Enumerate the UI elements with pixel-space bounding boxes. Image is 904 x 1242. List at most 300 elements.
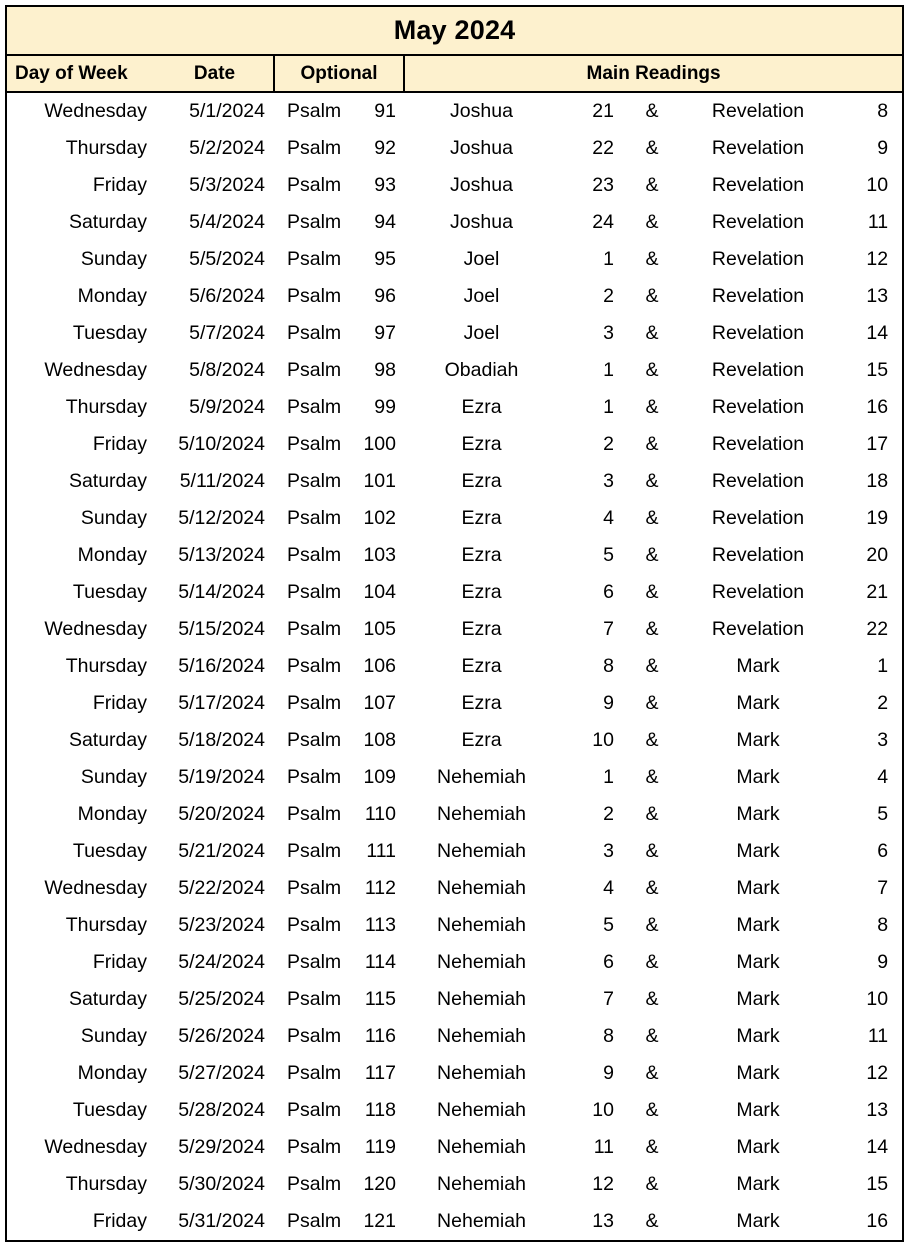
row-main-book-1: Joshua — [404, 204, 559, 241]
row-separator: & — [625, 389, 679, 426]
row-main-book-2: Revelation — [679, 426, 837, 463]
row-main-chapter-1: 9 — [559, 1055, 625, 1092]
row-date: 5/31/2024 — [156, 1203, 274, 1241]
row-main-book-1: Joshua — [404, 130, 559, 167]
row-optional-book: Psalm — [274, 574, 346, 611]
row-optional-book: Psalm — [274, 92, 346, 130]
reading-plan-container — [5, 5, 889, 1242]
row-optional-book: Psalm — [274, 537, 346, 574]
row-date: 5/11/2024 — [156, 463, 274, 500]
row-optional-book: Psalm — [274, 1203, 346, 1241]
row-main-chapter-2: 2 — [837, 685, 903, 722]
row-day-of-week: Monday — [6, 537, 156, 574]
row-main-book-1: Ezra — [404, 500, 559, 537]
row-separator: & — [625, 241, 679, 278]
row-separator: & — [625, 685, 679, 722]
row-main-book-2: Revelation — [679, 574, 837, 611]
table-row — [6, 981, 903, 1018]
row-day-of-week: Tuesday — [6, 833, 156, 870]
row-optional-book: Psalm — [274, 1055, 346, 1092]
row-day-of-week: Sunday — [6, 759, 156, 796]
row-day-of-week: Saturday — [6, 204, 156, 241]
row-optional-chapter: 101 — [346, 463, 404, 500]
row-optional-chapter: 97 — [346, 315, 404, 352]
row-main-book-2: Revelation — [679, 278, 837, 315]
row-main-book-2: Revelation — [679, 463, 837, 500]
table-row — [6, 352, 903, 389]
row-separator: & — [625, 722, 679, 759]
row-main-book-2: Revelation — [679, 500, 837, 537]
row-date: 5/29/2024 — [156, 1129, 274, 1166]
row-optional-book: Psalm — [274, 389, 346, 426]
row-main-chapter-1: 1 — [559, 241, 625, 278]
table-row — [6, 1129, 903, 1166]
row-main-book-1: Nehemiah — [404, 870, 559, 907]
page-title: May 2024 — [6, 6, 903, 55]
row-separator: & — [625, 92, 679, 130]
row-optional-chapter: 121 — [346, 1203, 404, 1241]
row-main-book-2: Mark — [679, 870, 837, 907]
row-optional-chapter: 116 — [346, 1018, 404, 1055]
row-main-chapter-1: 2 — [559, 278, 625, 315]
row-main-book-2: Mark — [679, 1203, 837, 1241]
row-optional-book: Psalm — [274, 1129, 346, 1166]
row-separator: & — [625, 648, 679, 685]
row-main-chapter-2: 9 — [837, 944, 903, 981]
row-main-book-2: Revelation — [679, 167, 837, 204]
row-main-book-1: Ezra — [404, 648, 559, 685]
table-row — [6, 1018, 903, 1055]
row-optional-chapter: 99 — [346, 389, 404, 426]
table-row — [6, 574, 903, 611]
row-main-chapter-2: 14 — [837, 315, 903, 352]
row-optional-chapter: 91 — [346, 92, 404, 130]
row-optional-book: Psalm — [274, 1018, 346, 1055]
table-row — [6, 241, 903, 278]
row-optional-book: Psalm — [274, 204, 346, 241]
row-separator: & — [625, 167, 679, 204]
row-main-chapter-2: 22 — [837, 611, 903, 648]
row-main-book-2: Mark — [679, 796, 837, 833]
row-optional-chapter: 106 — [346, 648, 404, 685]
row-day-of-week: Monday — [6, 796, 156, 833]
table-row — [6, 685, 903, 722]
row-optional-book: Psalm — [274, 278, 346, 315]
row-main-book-2: Revelation — [679, 389, 837, 426]
row-main-book-2: Revelation — [679, 130, 837, 167]
row-main-chapter-1: 13 — [559, 1203, 625, 1241]
row-day-of-week: Wednesday — [6, 611, 156, 648]
row-main-book-2: Mark — [679, 833, 837, 870]
row-day-of-week: Friday — [6, 426, 156, 463]
row-optional-book: Psalm — [274, 981, 346, 1018]
row-main-chapter-1: 7 — [559, 981, 625, 1018]
row-separator: & — [625, 1166, 679, 1203]
row-main-book-1: Ezra — [404, 722, 559, 759]
row-main-book-2: Mark — [679, 759, 837, 796]
row-optional-chapter: 119 — [346, 1129, 404, 1166]
table-row — [6, 796, 903, 833]
row-date: 5/14/2024 — [156, 574, 274, 611]
row-date: 5/20/2024 — [156, 796, 274, 833]
row-optional-book: Psalm — [274, 944, 346, 981]
row-main-chapter-1: 6 — [559, 574, 625, 611]
row-date: 5/19/2024 — [156, 759, 274, 796]
reading-plan-body — [6, 6, 903, 1241]
row-main-chapter-2: 16 — [837, 389, 903, 426]
row-optional-book: Psalm — [274, 1166, 346, 1203]
row-main-chapter-2: 13 — [837, 278, 903, 315]
row-optional-chapter: 102 — [346, 500, 404, 537]
row-date: 5/24/2024 — [156, 944, 274, 981]
row-main-book-1: Ezra — [404, 574, 559, 611]
row-separator: & — [625, 1092, 679, 1129]
row-main-chapter-1: 1 — [559, 759, 625, 796]
row-day-of-week: Tuesday — [6, 574, 156, 611]
row-date: 5/30/2024 — [156, 1166, 274, 1203]
row-date: 5/22/2024 — [156, 870, 274, 907]
row-main-chapter-1: 11 — [559, 1129, 625, 1166]
row-optional-book: Psalm — [274, 611, 346, 648]
table-row — [6, 130, 903, 167]
row-main-chapter-2: 19 — [837, 500, 903, 537]
row-main-chapter-1: 3 — [559, 315, 625, 352]
row-main-book-1: Joel — [404, 241, 559, 278]
row-main-book-2: Mark — [679, 722, 837, 759]
row-main-chapter-1: 10 — [559, 722, 625, 759]
row-main-chapter-2: 12 — [837, 1055, 903, 1092]
row-main-chapter-1: 7 — [559, 611, 625, 648]
row-main-chapter-1: 9 — [559, 685, 625, 722]
row-separator: & — [625, 537, 679, 574]
row-date: 5/27/2024 — [156, 1055, 274, 1092]
table-row — [6, 426, 903, 463]
row-optional-book: Psalm — [274, 352, 346, 389]
row-main-chapter-2: 12 — [837, 241, 903, 278]
row-date: 5/26/2024 — [156, 1018, 274, 1055]
row-separator: & — [625, 981, 679, 1018]
column-header-day-of-week: Day of Week — [6, 55, 156, 92]
row-main-book-1: Nehemiah — [404, 1092, 559, 1129]
row-separator: & — [625, 352, 679, 389]
row-optional-chapter: 111 — [346, 833, 404, 870]
row-main-book-1: Ezra — [404, 389, 559, 426]
row-separator: & — [625, 278, 679, 315]
row-optional-chapter: 118 — [346, 1092, 404, 1129]
table-row — [6, 759, 903, 796]
row-date: 5/5/2024 — [156, 241, 274, 278]
row-main-book-2: Mark — [679, 944, 837, 981]
row-optional-chapter: 113 — [346, 907, 404, 944]
table-row — [6, 167, 903, 204]
row-main-chapter-1: 21 — [559, 92, 625, 130]
row-main-book-1: Joshua — [404, 167, 559, 204]
row-optional-chapter: 108 — [346, 722, 404, 759]
table-row — [6, 722, 903, 759]
row-main-book-1: Ezra — [404, 463, 559, 500]
row-date: 5/17/2024 — [156, 685, 274, 722]
table-title-row — [6, 6, 903, 55]
row-date: 5/7/2024 — [156, 315, 274, 352]
row-optional-book: Psalm — [274, 907, 346, 944]
row-separator: & — [625, 611, 679, 648]
row-main-book-1: Joshua — [404, 92, 559, 130]
row-main-book-1: Nehemiah — [404, 1129, 559, 1166]
row-main-book-2: Mark — [679, 685, 837, 722]
row-date: 5/1/2024 — [156, 92, 274, 130]
row-main-book-2: Mark — [679, 907, 837, 944]
row-separator: & — [625, 463, 679, 500]
row-main-book-2: Revelation — [679, 241, 837, 278]
row-day-of-week: Wednesday — [6, 92, 156, 130]
row-main-book-2: Revelation — [679, 537, 837, 574]
row-main-book-2: Mark — [679, 1129, 837, 1166]
row-main-book-1: Nehemiah — [404, 759, 559, 796]
row-main-book-1: Nehemiah — [404, 1055, 559, 1092]
column-header-optional: Optional — [274, 55, 404, 92]
column-header-date: Date — [156, 55, 274, 92]
row-separator: & — [625, 1129, 679, 1166]
row-date: 5/10/2024 — [156, 426, 274, 463]
row-main-chapter-1: 4 — [559, 500, 625, 537]
table-row — [6, 204, 903, 241]
row-date: 5/2/2024 — [156, 130, 274, 167]
row-optional-book: Psalm — [274, 648, 346, 685]
row-main-book-1: Nehemiah — [404, 833, 559, 870]
row-separator: & — [625, 426, 679, 463]
row-optional-chapter: 107 — [346, 685, 404, 722]
row-main-chapter-2: 10 — [837, 167, 903, 204]
row-main-chapter-2: 20 — [837, 537, 903, 574]
row-date: 5/25/2024 — [156, 981, 274, 1018]
row-main-chapter-2: 14 — [837, 1129, 903, 1166]
row-optional-chapter: 92 — [346, 130, 404, 167]
row-optional-chapter: 115 — [346, 981, 404, 1018]
row-main-chapter-1: 5 — [559, 907, 625, 944]
row-optional-chapter: 104 — [346, 574, 404, 611]
row-optional-book: Psalm — [274, 796, 346, 833]
row-separator: & — [625, 500, 679, 537]
row-main-chapter-2: 7 — [837, 870, 903, 907]
row-date: 5/15/2024 — [156, 611, 274, 648]
row-main-chapter-2: 8 — [837, 92, 903, 130]
row-optional-book: Psalm — [274, 759, 346, 796]
row-main-book-1: Joel — [404, 315, 559, 352]
row-optional-book: Psalm — [274, 426, 346, 463]
table-row — [6, 500, 903, 537]
row-main-chapter-1: 3 — [559, 463, 625, 500]
row-day-of-week: Thursday — [6, 1166, 156, 1203]
row-optional-chapter: 109 — [346, 759, 404, 796]
row-main-book-2: Revelation — [679, 315, 837, 352]
row-separator: & — [625, 204, 679, 241]
table-row — [6, 278, 903, 315]
row-main-book-2: Revelation — [679, 204, 837, 241]
row-main-book-2: Revelation — [679, 352, 837, 389]
row-main-chapter-2: 1 — [837, 648, 903, 685]
row-optional-book: Psalm — [274, 870, 346, 907]
row-day-of-week: Thursday — [6, 648, 156, 685]
row-day-of-week: Thursday — [6, 907, 156, 944]
row-day-of-week: Tuesday — [6, 315, 156, 352]
row-date: 5/8/2024 — [156, 352, 274, 389]
row-optional-chapter: 95 — [346, 241, 404, 278]
row-day-of-week: Sunday — [6, 500, 156, 537]
row-separator: & — [625, 907, 679, 944]
row-optional-book: Psalm — [274, 722, 346, 759]
row-day-of-week: Thursday — [6, 389, 156, 426]
row-main-chapter-2: 18 — [837, 463, 903, 500]
row-separator: & — [625, 1018, 679, 1055]
row-optional-chapter: 100 — [346, 426, 404, 463]
row-main-book-1: Nehemiah — [404, 796, 559, 833]
row-main-book-1: Joel — [404, 278, 559, 315]
row-optional-chapter: 105 — [346, 611, 404, 648]
row-date: 5/21/2024 — [156, 833, 274, 870]
row-main-book-2: Mark — [679, 1018, 837, 1055]
row-day-of-week: Thursday — [6, 130, 156, 167]
row-optional-book: Psalm — [274, 130, 346, 167]
row-main-chapter-2: 9 — [837, 130, 903, 167]
row-main-book-1: Nehemiah — [404, 1166, 559, 1203]
row-main-chapter-1: 3 — [559, 833, 625, 870]
row-optional-book: Psalm — [274, 500, 346, 537]
row-optional-book: Psalm — [274, 1092, 346, 1129]
row-day-of-week: Saturday — [6, 463, 156, 500]
row-main-book-1: Ezra — [404, 685, 559, 722]
table-row — [6, 870, 903, 907]
row-date: 5/4/2024 — [156, 204, 274, 241]
row-separator: & — [625, 315, 679, 352]
table-row — [6, 833, 903, 870]
row-date: 5/16/2024 — [156, 648, 274, 685]
row-main-chapter-1: 10 — [559, 1092, 625, 1129]
row-optional-chapter: 94 — [346, 204, 404, 241]
row-main-chapter-1: 1 — [559, 352, 625, 389]
table-row — [6, 611, 903, 648]
row-optional-book: Psalm — [274, 833, 346, 870]
row-main-chapter-2: 10 — [837, 981, 903, 1018]
row-separator: & — [625, 870, 679, 907]
row-day-of-week: Saturday — [6, 722, 156, 759]
row-date: 5/18/2024 — [156, 722, 274, 759]
row-separator: & — [625, 574, 679, 611]
row-date: 5/23/2024 — [156, 907, 274, 944]
row-separator: & — [625, 130, 679, 167]
row-main-chapter-1: 8 — [559, 1018, 625, 1055]
row-optional-book: Psalm — [274, 315, 346, 352]
table-row — [6, 907, 903, 944]
reading-plan-table — [5, 5, 904, 1242]
row-main-chapter-1: 23 — [559, 167, 625, 204]
row-main-chapter-2: 16 — [837, 1203, 903, 1241]
row-optional-chapter: 103 — [346, 537, 404, 574]
row-date: 5/3/2024 — [156, 167, 274, 204]
table-row — [6, 537, 903, 574]
row-separator: & — [625, 759, 679, 796]
row-optional-chapter: 98 — [346, 352, 404, 389]
row-main-chapter-2: 5 — [837, 796, 903, 833]
row-main-book-2: Revelation — [679, 611, 837, 648]
row-main-chapter-2: 17 — [837, 426, 903, 463]
row-main-chapter-1: 5 — [559, 537, 625, 574]
row-day-of-week: Monday — [6, 1055, 156, 1092]
row-optional-book: Psalm — [274, 463, 346, 500]
row-day-of-week: Friday — [6, 944, 156, 981]
row-main-chapter-2: 11 — [837, 1018, 903, 1055]
table-row — [6, 315, 903, 352]
row-optional-chapter: 117 — [346, 1055, 404, 1092]
row-main-book-1: Obadiah — [404, 352, 559, 389]
row-date: 5/6/2024 — [156, 278, 274, 315]
row-main-book-1: Nehemiah — [404, 1203, 559, 1241]
row-optional-chapter: 114 — [346, 944, 404, 981]
row-optional-chapter: 110 — [346, 796, 404, 833]
row-day-of-week: Friday — [6, 167, 156, 204]
table-row — [6, 1203, 903, 1241]
row-day-of-week: Saturday — [6, 981, 156, 1018]
row-date: 5/13/2024 — [156, 537, 274, 574]
row-day-of-week: Sunday — [6, 241, 156, 278]
row-optional-book: Psalm — [274, 685, 346, 722]
row-main-chapter-1: 12 — [559, 1166, 625, 1203]
row-main-book-1: Nehemiah — [404, 1018, 559, 1055]
row-main-chapter-2: 3 — [837, 722, 903, 759]
row-main-book-2: Mark — [679, 1055, 837, 1092]
table-header-row — [6, 55, 903, 92]
row-main-chapter-2: 15 — [837, 352, 903, 389]
row-main-book-2: Mark — [679, 1166, 837, 1203]
table-row — [6, 944, 903, 981]
column-header-main-readings: Main Readings — [404, 55, 903, 92]
row-optional-chapter: 96 — [346, 278, 404, 315]
row-main-chapter-1: 4 — [559, 870, 625, 907]
row-main-chapter-1: 22 — [559, 130, 625, 167]
row-separator: & — [625, 1055, 679, 1092]
row-day-of-week: Friday — [6, 685, 156, 722]
row-main-chapter-1: 2 — [559, 426, 625, 463]
row-main-chapter-2: 21 — [837, 574, 903, 611]
row-day-of-week: Friday — [6, 1203, 156, 1241]
row-main-chapter-2: 4 — [837, 759, 903, 796]
row-main-chapter-2: 11 — [837, 204, 903, 241]
row-main-chapter-1: 24 — [559, 204, 625, 241]
table-row — [6, 1092, 903, 1129]
row-optional-chapter: 112 — [346, 870, 404, 907]
row-separator: & — [625, 944, 679, 981]
row-main-book-2: Mark — [679, 981, 837, 1018]
row-separator: & — [625, 1203, 679, 1241]
row-main-chapter-1: 6 — [559, 944, 625, 981]
row-main-chapter-1: 1 — [559, 389, 625, 426]
row-main-book-1: Ezra — [404, 611, 559, 648]
table-row — [6, 1055, 903, 1092]
row-main-chapter-2: 6 — [837, 833, 903, 870]
row-main-book-2: Revelation — [679, 92, 837, 130]
row-day-of-week: Wednesday — [6, 352, 156, 389]
row-main-chapter-1: 8 — [559, 648, 625, 685]
row-main-chapter-2: 15 — [837, 1166, 903, 1203]
row-main-book-1: Nehemiah — [404, 981, 559, 1018]
table-row — [6, 1166, 903, 1203]
row-main-chapter-2: 8 — [837, 907, 903, 944]
row-date: 5/28/2024 — [156, 1092, 274, 1129]
row-day-of-week: Sunday — [6, 1018, 156, 1055]
row-main-book-1: Ezra — [404, 426, 559, 463]
row-main-chapter-1: 2 — [559, 796, 625, 833]
row-day-of-week: Wednesday — [6, 870, 156, 907]
table-row — [6, 92, 903, 130]
